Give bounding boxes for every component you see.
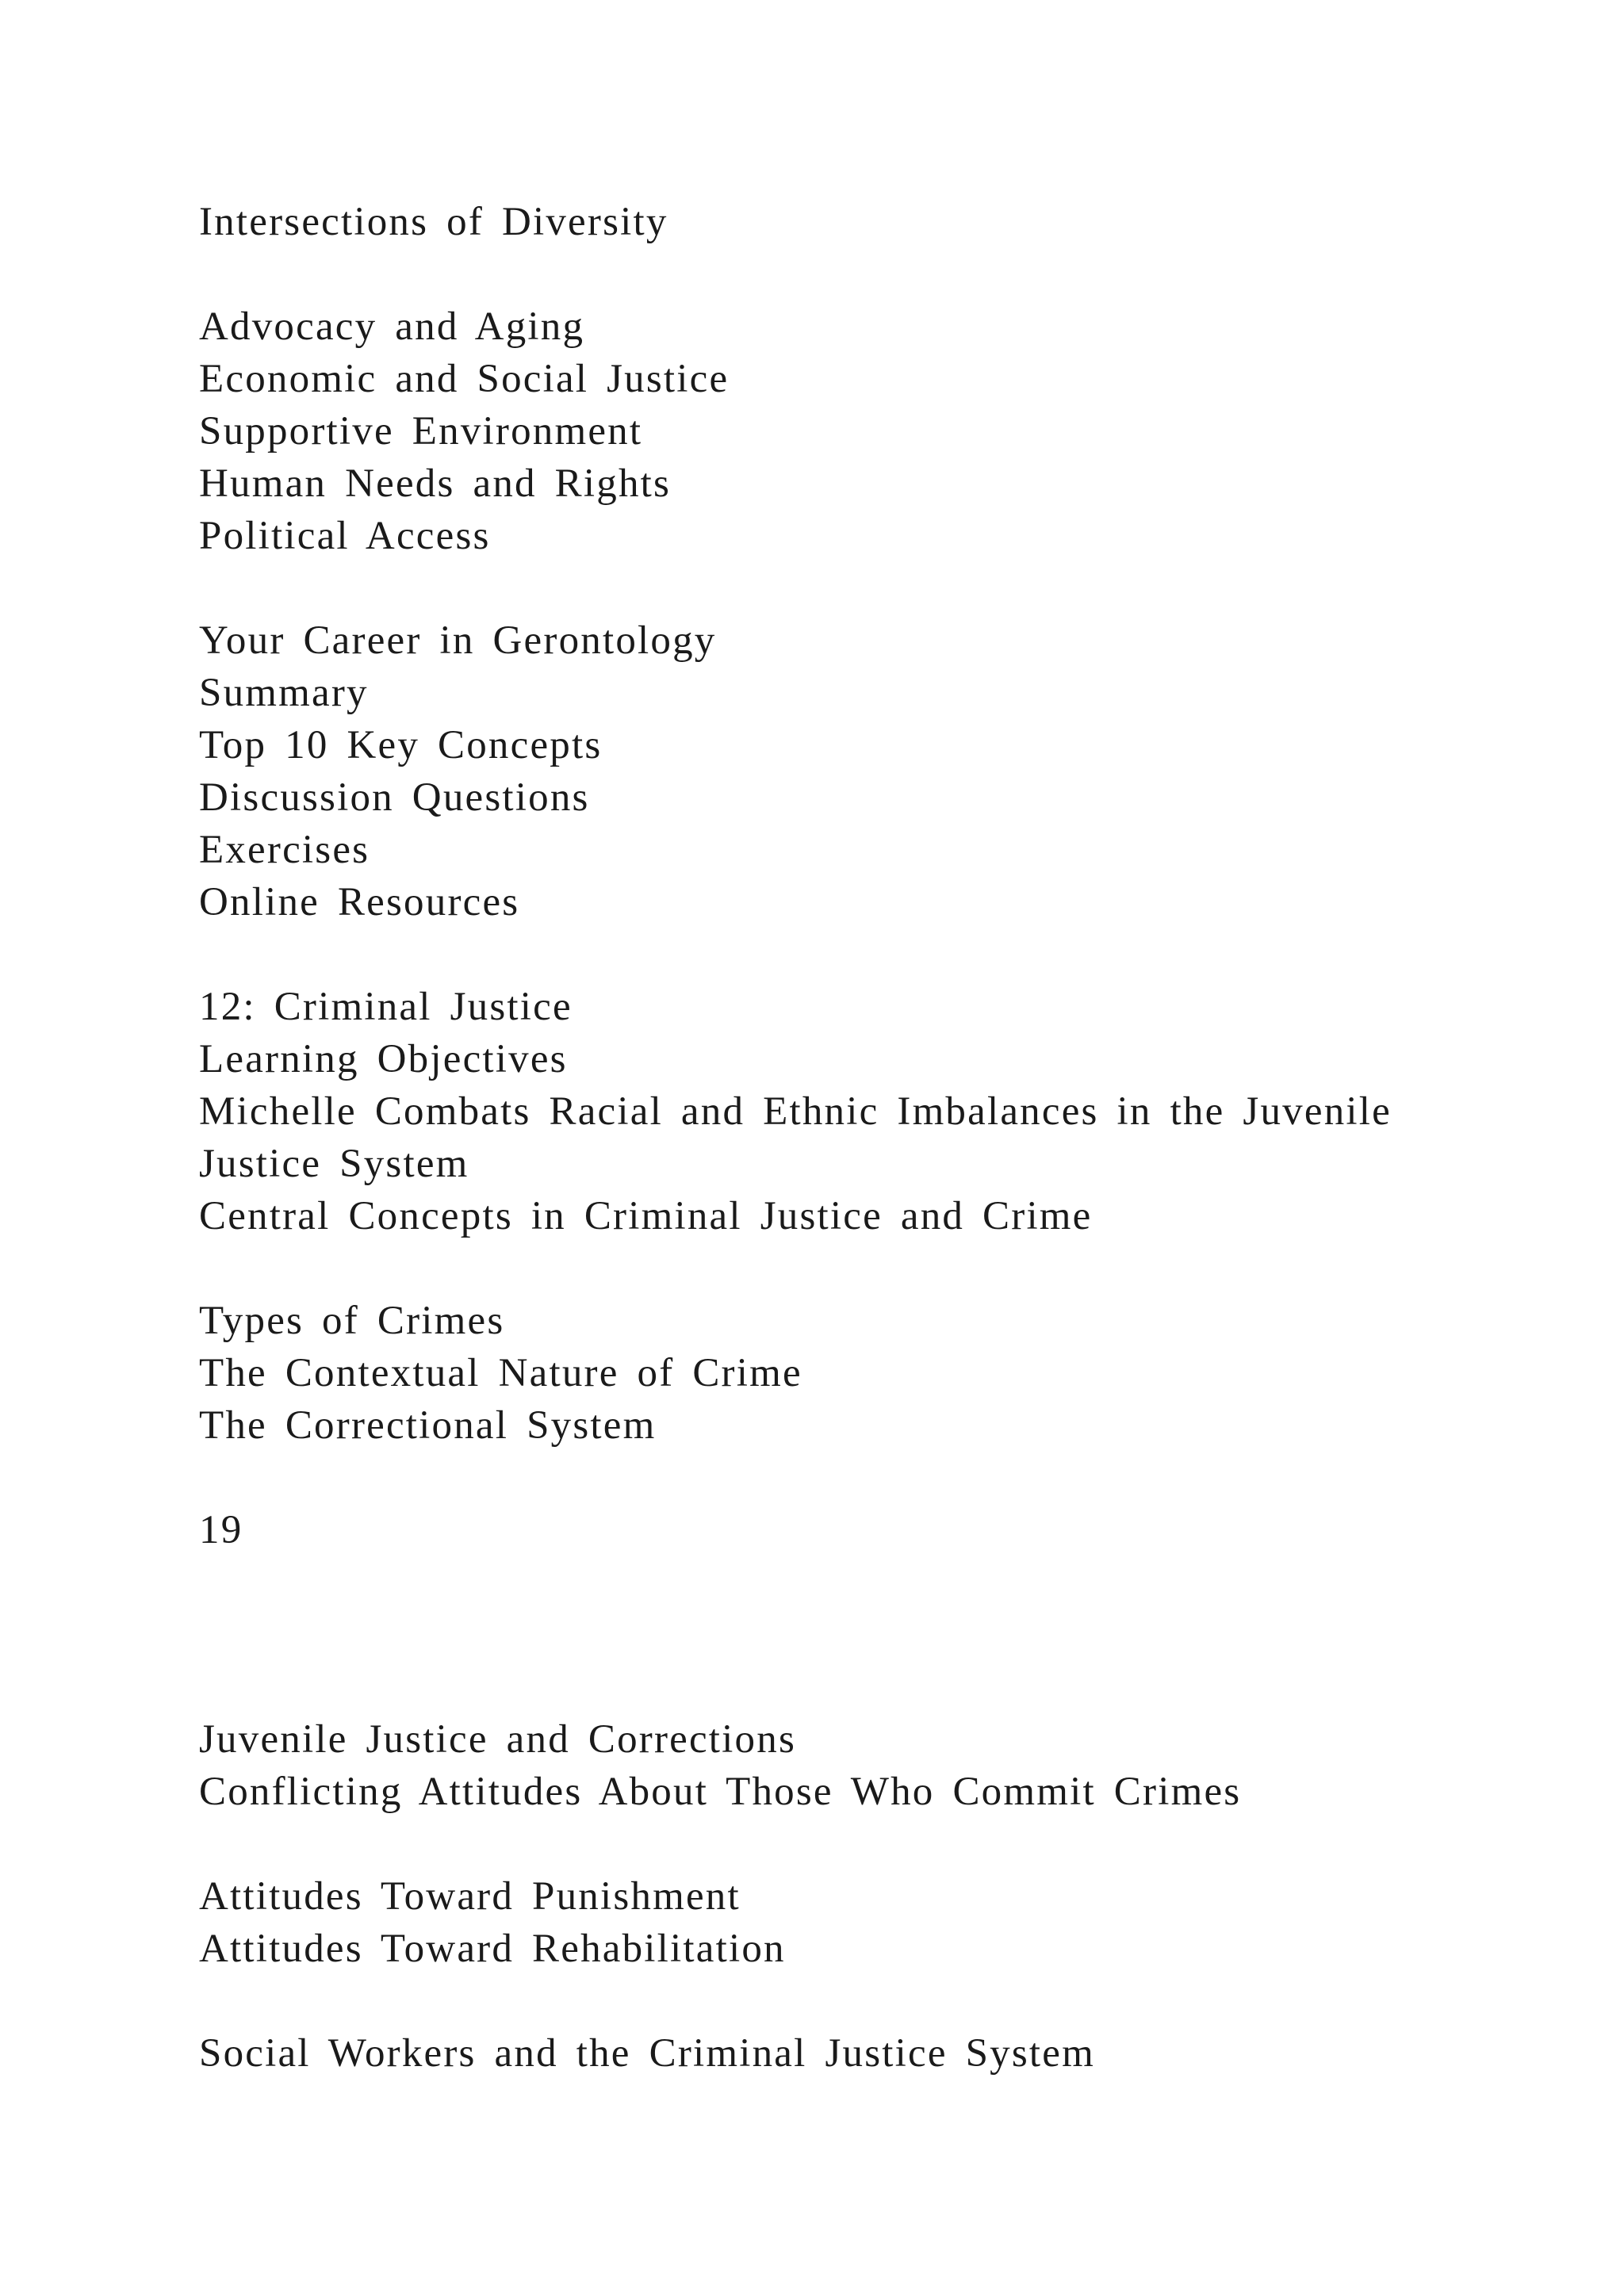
text-line-summary: Summary [199,671,369,715]
text-line-attitudes-toward-rehabilitation: Attitudes Toward Rehabilitation [199,1927,786,1971]
text-line-top-10-key-concepts: Top 10 Key Concepts [199,723,603,767]
text-line-learning-objectives: Learning Objectives [199,1037,568,1081]
text-line-justice-system: Justice System [199,1142,469,1186]
text-line-attitudes-toward-punishment: Attitudes Toward Punishment [199,1874,741,1919]
text-line-correctional-system: The Correctional System [199,1403,657,1448]
text-line-online-resources: Online Resources [199,880,520,924]
text-line-exercises: Exercises [199,828,370,872]
text-line-chapter-12-criminal-justice: 12: Criminal Justice [199,985,573,1029]
text-line-economic-and-social-justice: Economic and Social Justice [199,357,730,401]
text-line-conflicting-attitudes: Conflicting Attitudes About Those Who Commit Crimes [199,1770,1242,1814]
text-line-political-access: Political Access [199,514,491,558]
text-line-human-needs-and-rights: Human Needs and Rights [199,461,672,506]
text-line-discussion-questions: Discussion Questions [199,775,590,820]
text-line-supportive-environment: Supportive Environment [199,409,643,453]
text-line-contextual-nature-of-crime: The Contextual Nature of Crime [199,1351,802,1395]
text-line-your-career-in-gerontology: Your Career in Gerontology [199,618,717,663]
text-line-advocacy-and-aging: Advocacy and Aging [199,304,585,349]
text-line-intersections-of-diversity: Intersections of Diversity [199,200,668,244]
text-line-types-of-crimes: Types of Crimes [199,1299,505,1343]
text-line-central-concepts: Central Concepts in Criminal Justice and Crime [199,1194,1093,1238]
page-number: 19 [199,1508,243,1552]
text-line-michelle-combats-imbalances: Michelle Combats Racial and Ethnic Imbalances in the Juvenile [199,1089,1392,1134]
text-line-social-workers-and-cjs: Social Workers and the Criminal Justice System [199,2031,1096,2076]
text-line-juvenile-justice-and-corrections: Juvenile Justice and Corrections [199,1717,796,1762]
